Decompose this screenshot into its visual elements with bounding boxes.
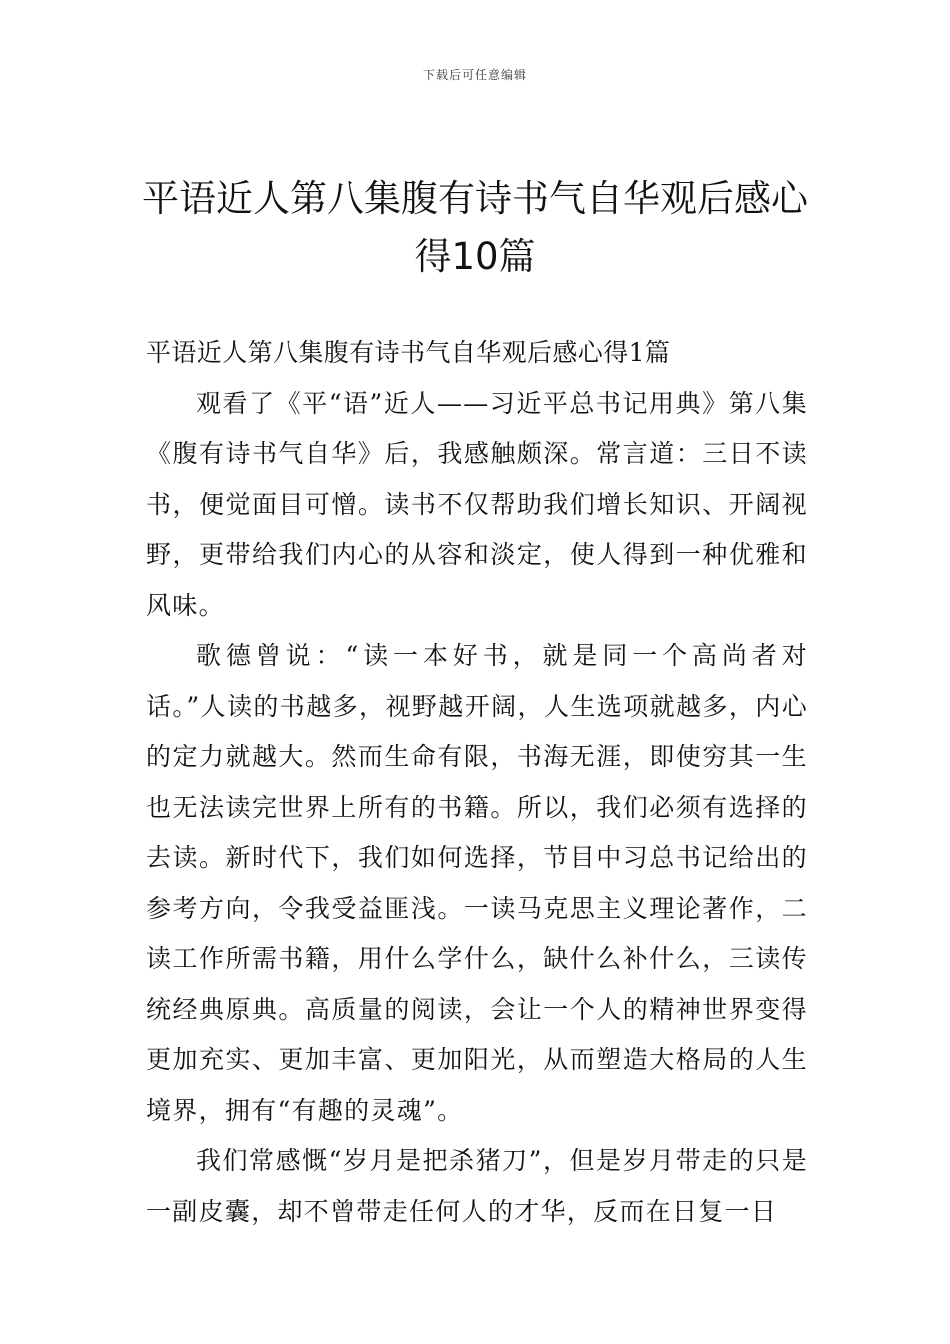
paragraph-2: 歌德曾说：“读一本好书，就是同一个高尚者对话。”人读的书越多，视野越开阔，人生选项就越多，内心的定力就越大。然而生命有限，书海无涯，即使穷其一生也无法读完世界上所有的书籍。所以，我们必须有选择的去读。新时代下，我们如何选择，节目中习总书记给出的参考方向，令我受益匪浅。一读马克思主义理论著作，二读工作所需书籍，用什么学什么，缺什么补什么，三读传统经典原典。高质量的阅读，会让一个人的精神世界变得更加充实、更加丰富、更加阳光，从而塑造大格局的人生境界，拥有“有趣的灵魂”。 [146,641,808,1125]
paragraph-1: 观看了《平“语”近人——习近平总书记用典》第八集《腹有诗书气自华》后，我感触颇深。常言道：三日不读书，便觉面目可憎。读书不仅帮助我们增长知识、开阔视野，更带给我们内心的从容和淡定，使人得到一种优雅和风味。 [146,388,808,620]
section-heading: 平语近人第八集腹有诗书气自华观后感心得1篇 [146,338,671,367]
paragraph-3: 我们常感慨“岁月是把杀猪刀”，但是岁月带走的只是一副皮囊，却不曾带走任何人的才华，反而在日复一日 [146,1146,808,1226]
document-body [146,328,808,1237]
header-note: 下载后可任意编辑 [422,68,527,82]
document-title: 平语近人第八集腹有诗书气自华观后感心得10篇 [142,177,808,278]
